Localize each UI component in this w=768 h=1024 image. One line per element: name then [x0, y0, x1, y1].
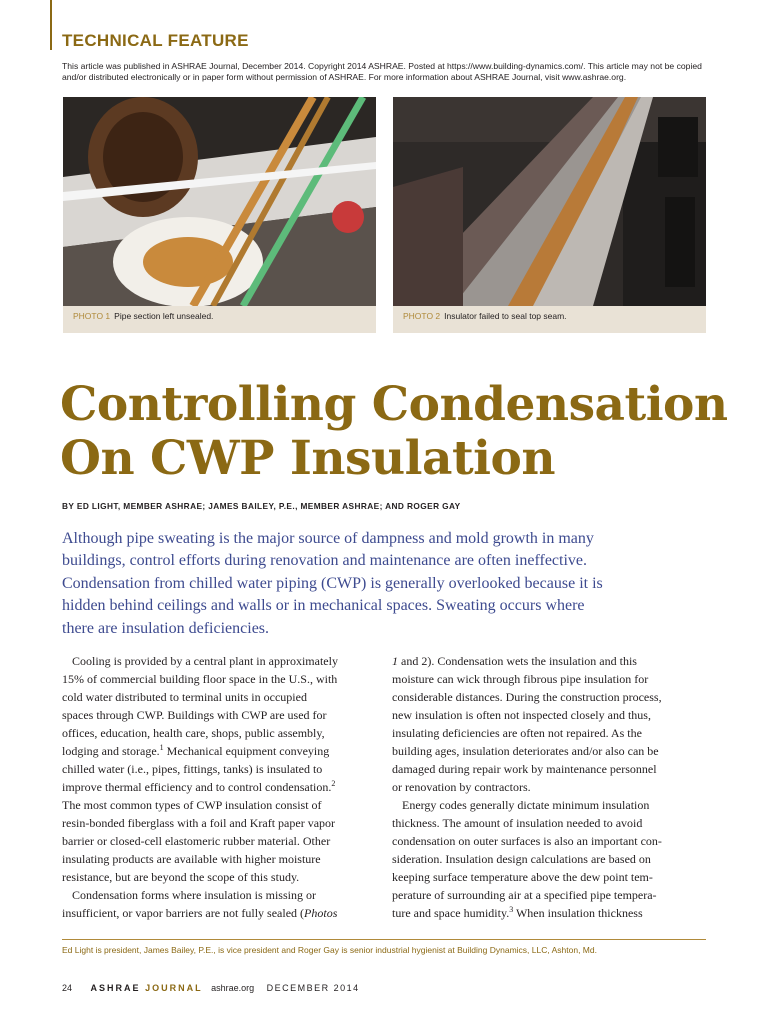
body-line: considerable distances. During the construction process,: [392, 690, 662, 704]
lede-line: Although pipe sweating is the major source of dampness and mold growth in many: [62, 530, 594, 547]
authors-note: Ed Light is president, James Bailey, P.E., is vice president and Roger Gay is senior industrial hygienist at Building Dynamics, LLC, Ashton, Md.: [62, 945, 597, 955]
footnote-ref: 1: [159, 743, 164, 752]
body-line: resistance, but are beyond the scope of this study.: [62, 870, 300, 884]
photo-2-image: [393, 97, 706, 306]
body-text: ture and space humidity.: [392, 906, 510, 920]
body-line: [62, 904, 382, 922]
photo-1-number: PHOTO 1: [73, 311, 111, 321]
body-text-italic: Photos: [304, 906, 338, 920]
authors-divider: [62, 939, 706, 940]
lede-line: Condensation from chilled water piping (CWP) is generally overlooked because it is: [62, 574, 603, 592]
section-label: TECHNICAL FEATURE: [62, 31, 249, 50]
body-line: building ages, insulation deteriorates and/or also can be: [392, 744, 659, 758]
body-line: cold water distributed to terminal units in occupied: [62, 690, 307, 704]
photo-2: [393, 97, 706, 333]
body-text-italic: 1: [392, 654, 398, 668]
body-line: keeping surface temperature above the dew point tem-: [392, 870, 653, 884]
body-text: When insulation thickness: [513, 906, 643, 920]
body-line: damaged during repair work by maintenance personnel: [392, 762, 657, 776]
body-text: lodging and storage.: [62, 744, 160, 758]
body-line: [62, 742, 382, 760]
article-lede: [62, 528, 712, 640]
article-title: [60, 378, 740, 486]
footnote-ref: 2: [331, 779, 336, 788]
body-line: resin-bonded fiberglass with a foil and Kraft paper vapor: [62, 816, 336, 830]
body-line: barrier or closed-cell elastomeric rubber material. Other: [62, 834, 331, 848]
lede-line: buildings, control efforts during renovation and maintenance are often ineffective.: [62, 552, 588, 570]
body-line: offices, education, health care, shops, public assembly,: [62, 726, 325, 740]
photo-2-number: PHOTO 2: [403, 311, 441, 321]
body-line: Condensation forms where insulation is missing or: [72, 888, 316, 902]
footnote-ref: 3: [509, 905, 514, 914]
body-line: insulating deficiencies are often not repaired. As the: [392, 726, 642, 740]
title-line-2: On CWP Insulation: [60, 431, 556, 486]
body-line: moisture can wick through fibrous pipe insulation for: [392, 672, 649, 686]
body-line: sideration. Insulation design calculations are based on: [392, 852, 651, 866]
body-text: insufficient, or vapor barriers are not fully sealed (: [62, 906, 305, 920]
body-line: Cooling is provided by a central plant in approximately: [72, 654, 338, 668]
page-footer: [62, 983, 360, 993]
copyright-notice: This article was published in ASHRAE Journal, December 2014. Copyright 2014 ASHRAE. Posted at https://www.building-dynamics.com/. This article may not be copied and/or distributed electronically or in paper form without permission of ASHRAE. For more information about ASHRAE Journal, visit www.ashrae.org.: [62, 61, 702, 82]
body-line: The most common types of CWP insulation consist of: [62, 798, 322, 812]
journal-brand: [91, 983, 203, 993]
journal-site: ashrae.org: [211, 983, 255, 993]
body-line: thickness. The amount of insulation needed to avoid: [392, 816, 643, 830]
body-line: or renovation by contractors.: [392, 780, 531, 794]
header-accent-bar: [50, 0, 52, 50]
lede-line: hidden behind ceilings and walls or in mechanical spaces. Sweating occurs where: [62, 597, 585, 615]
body-line: 15% of commercial building floor space in the U.S., with: [62, 672, 338, 686]
issue-date: DECEMBER 2014: [266, 983, 360, 993]
body-column-left: [62, 652, 382, 922]
photo-1-image: [63, 97, 376, 306]
photo-2-caption: [403, 311, 567, 321]
photo-1-caption: [73, 311, 213, 321]
body-text: improve thermal efficiency and to control condensation.: [62, 780, 332, 794]
page-number: 24: [62, 983, 73, 993]
body-column-right: [392, 652, 712, 922]
body-line: [62, 778, 382, 796]
lede-line: there are insulation deficiencies.: [62, 619, 270, 637]
body-text: Mechanical equipment conveying: [163, 744, 330, 758]
body-line: chilled water (i.e., pipes, fittings, tanks) is insulated to: [62, 762, 323, 776]
body-line: Energy codes generally dictate minimum insulation: [402, 798, 650, 812]
body-line: insulating products are available with higher moisture: [62, 852, 321, 866]
photo-2-caption-text: Insulator failed to seal top seam.: [444, 311, 567, 321]
photo-1-caption-text: Pipe section left unsealed.: [114, 311, 214, 321]
body-line: condensation on outer surfaces is also an important con-: [392, 834, 662, 848]
body-text: and 2). Condensation wets the insulation and this: [398, 654, 637, 668]
title-line-1: Controlling Condensation: [60, 377, 728, 432]
brand-ashrae: ASHRAE: [90, 983, 141, 993]
body-line: [392, 652, 712, 670]
body-line: [392, 904, 712, 922]
brand-journal: JOURNAL: [145, 983, 203, 993]
body-line: perature of surrounding air at a specified pipe tempera-: [392, 888, 657, 902]
photo-1: [63, 97, 376, 333]
body-line: spaces through CWP. Buildings with CWP are used for: [62, 708, 327, 722]
body-line: new insulation is often not inspected closely and thus,: [392, 708, 651, 722]
byline: BY ED LIGHT, MEMBER ASHRAE; JAMES BAILEY, P.E., MEMBER ASHRAE; AND ROGER GAY: [62, 501, 461, 511]
